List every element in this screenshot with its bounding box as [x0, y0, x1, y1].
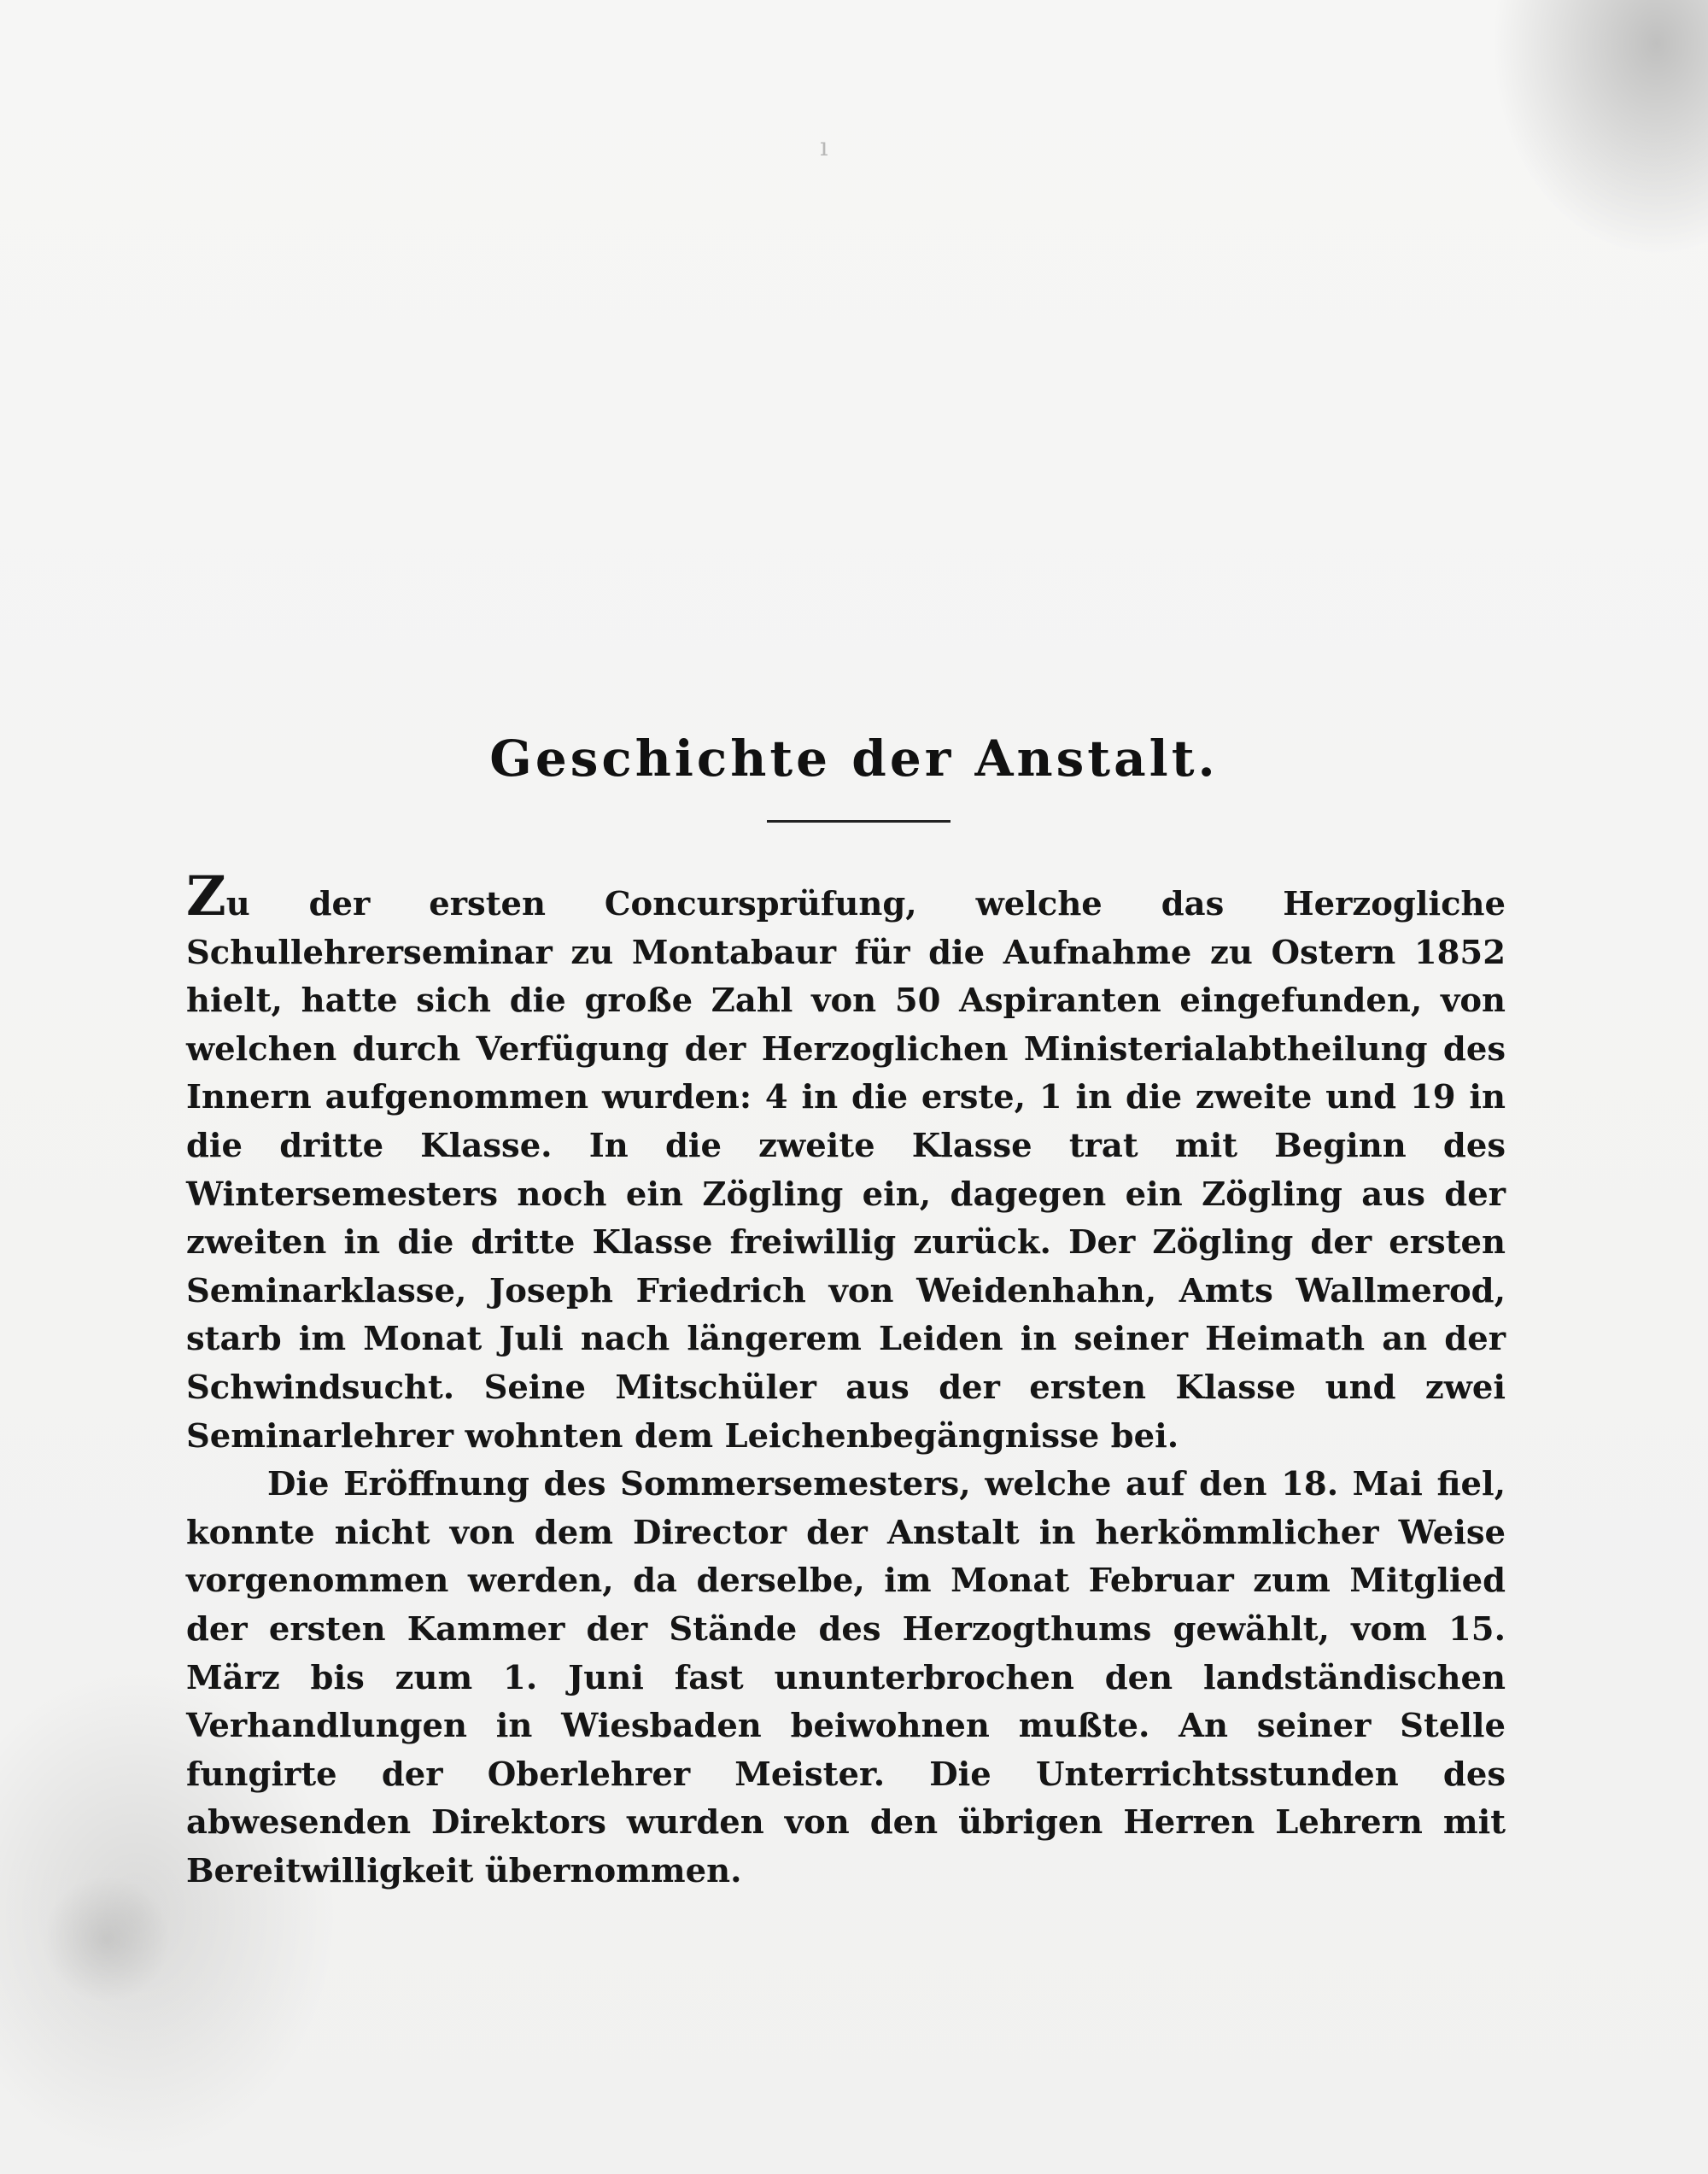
paragraph-1-text: u der ersten Concursprüfung, welche das Herzogliche Schullehrerseminar zu Montabaur für die Aufnahme zu Ostern 1852 hielt, hatte sich die große Zahl von 50 Aspiranten eingefunden, von welchen durch Verfügung der Herzoglichen Ministerialabtheilung des Innern aufgenommen wurden: 4 in die erste, 1 in die zweite und 19 in die dritte Klasse. In die zweite Klasse trat mit Beginn des Wintersemesters noch ein Zögling ein, dagegen ein Zögling aus der zweiten in die dritte Klasse freiwillig zurück. Der Zögling der ersten Seminarklasse, Joseph Friedrich von Weidenhahn, Amts Wallmerod, starb im Monat Juli nach längerem Leiden in seiner Heimath an der Schwindsucht. Seine Mitschüler aus der ersten Klasse und zwei Seminarlehrer wohnten dem Leichenbegängnisse bei. [186, 885, 1506, 1456]
paragraph-1 [186, 864, 1506, 1461]
paper-stain [43, 1875, 171, 2003]
page-title: Geschichte der Anstalt. [489, 729, 1219, 788]
paragraph-2: Die Eröffnung des Sommersemesters, welche auf den 18. Mai fiel, konnte nicht von dem Director der Anstalt in herkömmlicher Weise vorgenommen werden, da derselbe, im Monat Februar zum Mitglied der ersten Kammer der Stände des Herzogthums gewählt, vom 15. März bis zum 1. Juni fast ununterbrochen den landständischen Verhandlungen in Wiesbaden beiwohnen mußte. An seiner Stelle fungirte der Oberlehrer Meister. Die Unterrichtsstunden des abwesenden Direktors wurden von den übrigen Herren Lehrern mit Bereitwilligkeit übernommen. [186, 1465, 1506, 1890]
drop-cap: Z [186, 864, 226, 929]
page-mark: ı [820, 132, 828, 162]
body-text [186, 864, 1506, 1896]
title-rule [767, 820, 951, 823]
